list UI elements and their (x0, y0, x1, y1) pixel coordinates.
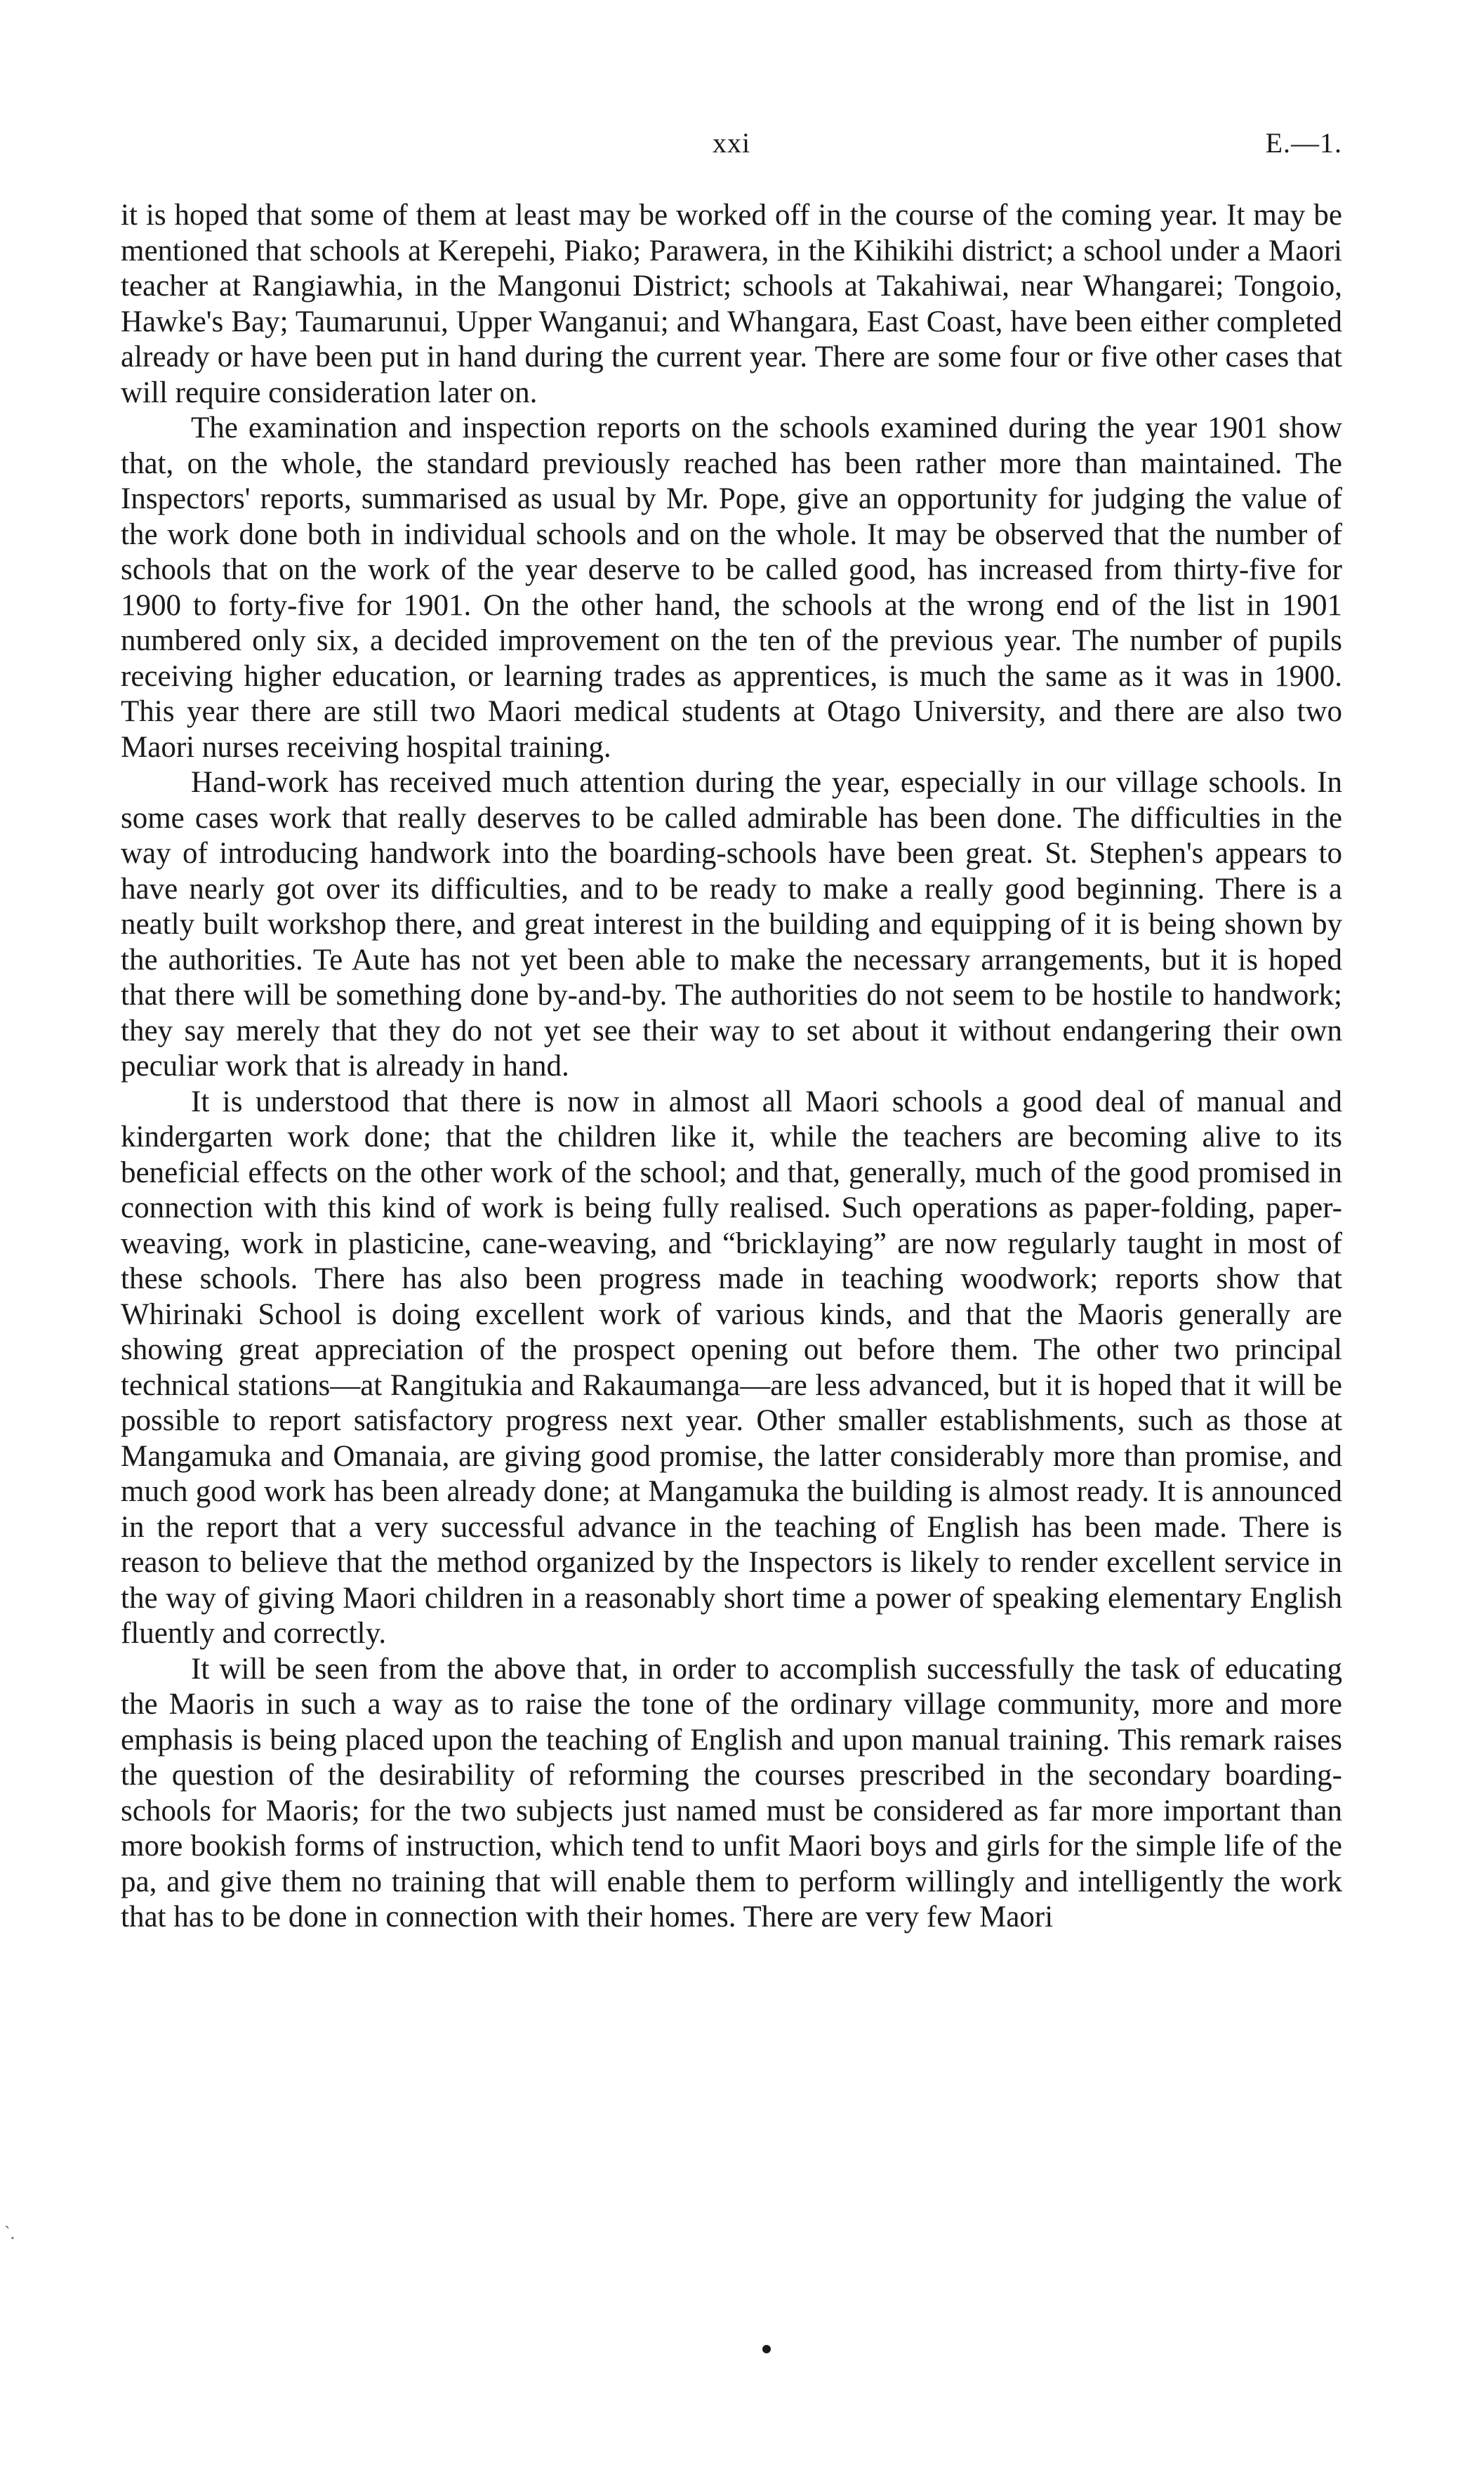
paragraph-manual-kindergarten-work: It is understood that there is now in almost all Maori schools a good deal of manual and kindergarten work done; that the children like it, while the teachers are becoming alive to its beneficial effects on the other work of the school; and that, generally, much of the good promised in connection with this kind of work is being fully realised. Such operations as paper-folding, paper-weaving, work in plasticine, cane-weaving, and “bricklaying” are now regularly taught in most of these schools. There has also been progress made in teaching woodwork; reports show that Whirinaki School is doing excellent work of various kinds, and that the Maoris generally are showing great appreciation of the prospect opening out before them. The other two principal technical stations—at Rangitukia and Rakaumanga—are less advanced, but it is hoped that it will be possible to report satisfactory progress next year. Other smaller establishments, such as those at Mangamuka and Omanaia, are giving good promise, the latter considerably more than promise, and much good work has been already done; at Mangamuka the building is almost ready. It is announced in the report that a very successful advance in the teaching of English has been made. There is reason to believe that the method organized by the Inspectors is likely to render excellent service in the way of giving Maori children in a reasonably short time a power of speaking elementary English fluently and correctly. (121, 1085, 1342, 1650)
paragraph-english-manual-training: It will be seen from the above that, in order to accomplish successfully the task of educating the Maoris in such a way as to raise the tone of the ordinary village community, more and more emphasis is being placed upon the teaching of English and upon manual training. This remark raises the question of the desirability of reforming the courses prescribed in the secondary boarding-schools for Maoris; for the two subjects just named must be considered as far more important than more bookish forms of instruction, which tend to unfit Maori boys and girls for the simple life of the pa, and give them no training that will enable them to perform willingly and intelligently the work that has to be done in connection with their homes. There are very few Maori (121, 1652, 1342, 1933)
page-number: xxi (712, 127, 751, 159)
page-header (121, 126, 1342, 168)
paragraph-continued-school-buildings: it is hoped that some of them at least may be worked off in the course of the coming year. It may be mentioned that schools at Kerepehi, Piako; Parawera, in the Kihikihi district; a school under a Maori teacher at Rangiawhia, in the Mangonui District; schools at Takahiwai, near Whangarei; Tongoio, Hawke's Bay; Taumarunui, Upper Wanganui; and Whangara, East Coast, have been either completed already or have been put in hand during the current year. There are some four or five other cases that will require consideration later on. (121, 199, 1342, 409)
body-text (121, 198, 1342, 1936)
document-reference: E.—1. (1265, 127, 1342, 159)
scan-mark-decoration: `. (4, 2223, 15, 2243)
paragraph-examination-reports: The examination and inspection reports on the schools examined during the year 1901 show that, on the whole, the standard previously reached has been rather more than maintained. The Inspectors' reports, summarised as usual by Mr. Pope, give an opportunity for judging the value of the work done both in individual schools and on the whole. It may be observed that the number of schools that on the work of the year deserve to be called good, has increased from thirty-five for 1900 to forty-five for 1901. On the other hand, the schools at the wrong end of the list in 1901 numbered only six, a decided improvement on the ten of the previous year. The number of pupils receiving higher education, or learning trades as apprentices, is much the same as it was in 1900. This year there are still two Maori medical students at Otago University, and there are also two Maori nurses receiving hospital training. (121, 411, 1342, 764)
paragraph-hand-work: Hand-work has received much attention during the year, especially in our village schools. In some cases work that really deserves to be called admirable has been done. The difficulties in the way of introducing handwork into the boarding-schools have been great. St. Stephen's appears to have nearly got over its difficulties, and to be ready to make a really good beginning. There is a neatly built workshop there, and great interest in the building and equipping of it is being shown by the authorities. Te Aute has not yet been able to make the necessary arrangements, but it is hoped that there will be something done by-and-by. The authorities do not seem to be hostile to handwork; they say merely that they do not yet see their way to set about it without endangering their own peculiar work that is already in hand. (121, 766, 1342, 1083)
page-bottom-dot (762, 2345, 771, 2353)
